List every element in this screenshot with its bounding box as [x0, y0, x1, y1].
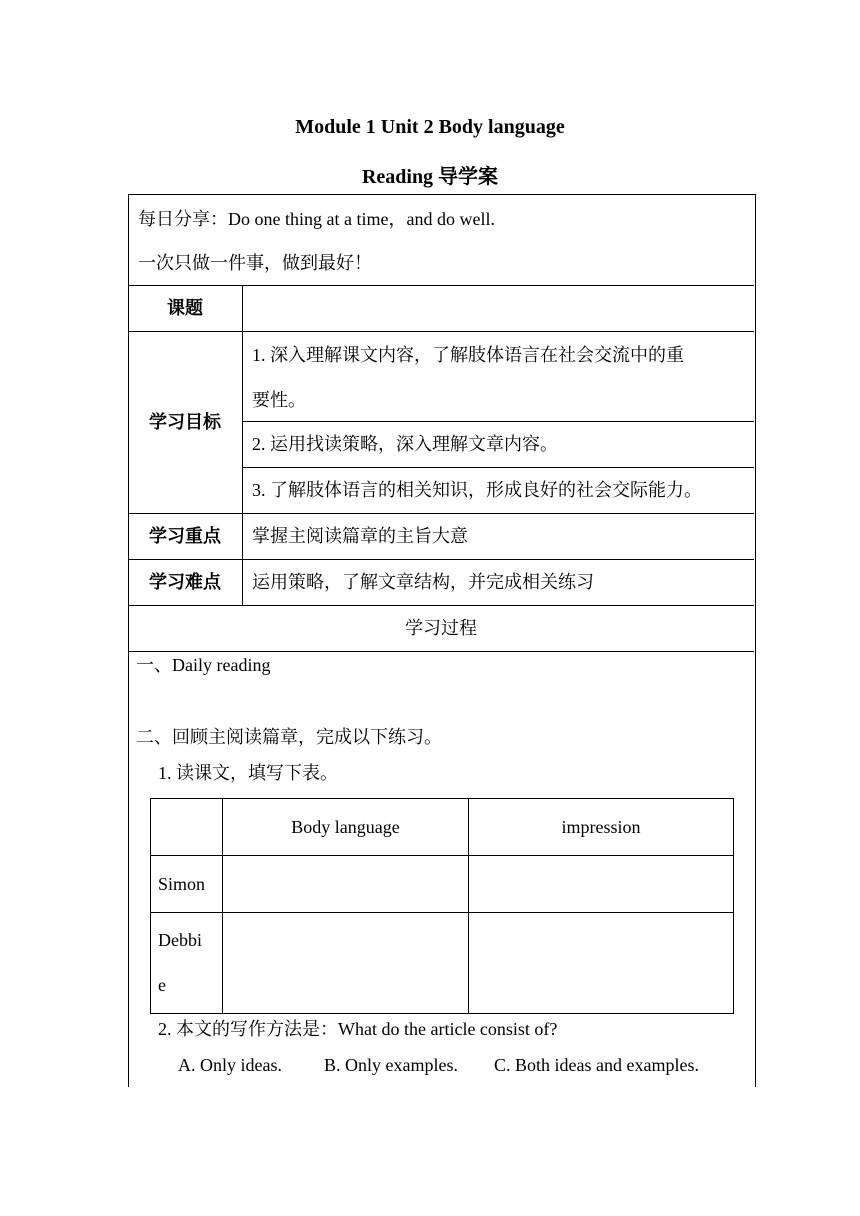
row-divider	[128, 285, 754, 286]
row-name-simon: Simon	[151, 856, 223, 913]
document-subtitle: Reading 导学案	[361, 166, 499, 188]
objective-1-line2: 要性。	[252, 390, 306, 410]
option-a: A. Only ideas.	[178, 1055, 282, 1075]
simon-body-language-cell[interactable]	[223, 856, 469, 913]
debbie-impression-cell[interactable]	[469, 913, 734, 1014]
objective-2: 2. 运用找读策略，深入理解文章内容。	[252, 434, 558, 454]
row-divider	[128, 331, 754, 332]
section-daily-reading: 一、Daily reading	[136, 655, 271, 675]
difficulties-value: 运用策略，了解文章结构，并完成相关练习	[252, 572, 594, 592]
key-points-value: 掌握主阅读篇章的主旨大意	[252, 526, 468, 546]
option-c: C. Both ideas and examples.	[494, 1055, 699, 1075]
objective-3: 3. 了解肢体语言的相关知识，形成良好的社会交际能力。	[252, 480, 702, 500]
objective-1-line1: 1. 深入理解课文内容，了解肢体语言在社会交流中的重	[252, 345, 684, 365]
row-divider	[128, 605, 754, 606]
simon-impression-cell[interactable]	[469, 856, 734, 913]
debbie-body-language-cell[interactable]	[223, 913, 469, 1014]
row-divider	[242, 467, 754, 468]
task-2: 2. 本文的写作方法是：What do the article consist of?	[158, 1019, 558, 1039]
row-divider	[128, 513, 754, 514]
debbie-name-line1: Debbi	[158, 930, 202, 950]
row-divider	[242, 421, 754, 422]
daily-share-line1: 每日分享：Do one thing at a time，and do well.	[138, 209, 495, 229]
table-row	[151, 913, 734, 1014]
task-1: 1. 读课文，填写下表。	[158, 763, 338, 783]
topic-label: 课题	[167, 298, 203, 318]
table-header-impression: impression	[469, 799, 734, 856]
row-name-debbie	[151, 913, 223, 1014]
process-header: 学习过程	[405, 618, 477, 638]
table-header-body-language: Body language	[223, 799, 469, 856]
row-divider	[128, 559, 754, 560]
debbie-name-line2: e	[158, 975, 166, 995]
table-row	[151, 856, 734, 913]
impression-table	[150, 798, 734, 1014]
topic-value[interactable]	[252, 297, 742, 319]
key-points-label: 学习重点	[149, 526, 221, 546]
option-b: B. Only examples.	[324, 1055, 458, 1075]
difficulties-label: 学习难点	[149, 572, 221, 592]
row-divider	[128, 651, 754, 652]
section-review: 二、回顾主阅读篇章，完成以下练习。	[136, 727, 442, 747]
column-divider	[242, 285, 243, 605]
daily-share-line2: 一次只做一件事，做到最好！	[138, 253, 372, 273]
table-header-empty	[151, 799, 223, 856]
document-title: Module 1 Unit 2 Body language	[295, 116, 565, 138]
objectives-label: 学习目标	[149, 412, 221, 432]
